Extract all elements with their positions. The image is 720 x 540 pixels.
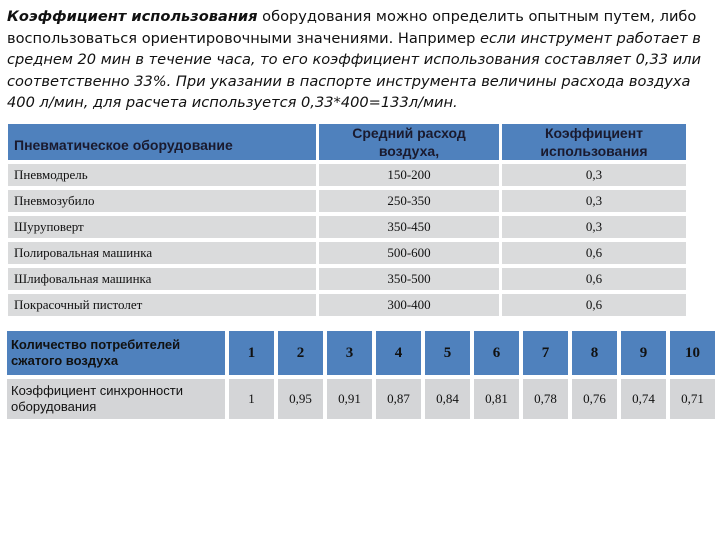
- intro-text-italic: если инструмент работает в среднем 20 мин в течение часа, то его коэффициент использования составляет 0,33 или соответственно 33%. При указании в паспорте инструмента величины расхода воздуха 400 л/мин, для расчета используется 0,33*400=133л/мин.: [7, 29, 701, 111]
- synchronicity-values-row: [7, 379, 715, 419]
- synchronicity-value: 0,74: [621, 379, 666, 419]
- synchronicity-header-row: [7, 331, 715, 375]
- intro-paragraph: [7, 6, 707, 114]
- equipment-table: [5, 120, 689, 320]
- table-row: [8, 190, 686, 212]
- usage-coefficient: 0,6: [502, 268, 686, 290]
- equipment-name: Шуруповерт: [8, 216, 316, 238]
- synchronicity-value: 0,95: [278, 379, 323, 419]
- equipment-table-header: [8, 124, 686, 160]
- synchronicity-value: 0,76: [572, 379, 617, 419]
- usage-coefficient: 0,6: [502, 242, 686, 264]
- air-consumption: 350-500: [319, 268, 499, 290]
- synchronicity-coefficient-label: Коэффициент синхронности оборудования: [7, 379, 225, 419]
- equipment-name: Полировальная машинка: [8, 242, 316, 264]
- synchronicity-value: 0,84: [425, 379, 470, 419]
- consumers-count: 4: [376, 331, 421, 375]
- intro-text-plain: оборудования можно определить опытным путем, либо воспользоваться ориентировочными значениями. Например: [7, 8, 697, 47]
- usage-coefficient: 0,3: [502, 216, 686, 238]
- air-consumption: 500-600: [319, 242, 499, 264]
- air-consumption: 300-400: [319, 294, 499, 316]
- header-usage-coefficient: Коэффициент использования: [502, 124, 686, 160]
- equipment-name: Пневмозубило: [8, 190, 316, 212]
- table-row: [8, 294, 686, 316]
- air-consumption: 250-350: [319, 190, 499, 212]
- air-consumption: 150-200: [319, 164, 499, 186]
- consumers-count: 5: [425, 331, 470, 375]
- intro-term: Коэффициент использования: [7, 8, 258, 25]
- usage-coefficient: 0,6: [502, 294, 686, 316]
- synchronicity-value: 1: [229, 379, 274, 419]
- synchronicity-table: [3, 327, 719, 423]
- consumers-count: 8: [572, 331, 617, 375]
- table-row: [8, 164, 686, 186]
- synchronicity-value: 0,87: [376, 379, 421, 419]
- synchronicity-value: 0,91: [327, 379, 372, 419]
- usage-coefficient: 0,3: [502, 190, 686, 212]
- equipment-name: Пневмодрель: [8, 164, 316, 186]
- consumers-count: 7: [523, 331, 568, 375]
- air-consumption: 350-450: [319, 216, 499, 238]
- consumers-count: 1: [229, 331, 274, 375]
- synchronicity-value: 0,78: [523, 379, 568, 419]
- consumers-count-label: Количество потребителей сжатого воздуха: [7, 331, 225, 375]
- usage-coefficient: 0,3: [502, 164, 686, 186]
- header-air-consumption: Средний расход воздуха,: [319, 124, 499, 160]
- equipment-name: Покрасочный пистолет: [8, 294, 316, 316]
- consumers-count: 2: [278, 331, 323, 375]
- synchronicity-value: 0,81: [474, 379, 519, 419]
- consumers-count: 6: [474, 331, 519, 375]
- consumers-count: 10: [670, 331, 715, 375]
- header-equipment: Пневматическое оборудование: [8, 124, 316, 160]
- table-row: [8, 216, 686, 238]
- consumers-count: 9: [621, 331, 666, 375]
- consumers-count: 3: [327, 331, 372, 375]
- table-row: [8, 268, 686, 290]
- table-row: [8, 242, 686, 264]
- synchronicity-value: 0,71: [670, 379, 715, 419]
- equipment-name: Шлифовальная машинка: [8, 268, 316, 290]
